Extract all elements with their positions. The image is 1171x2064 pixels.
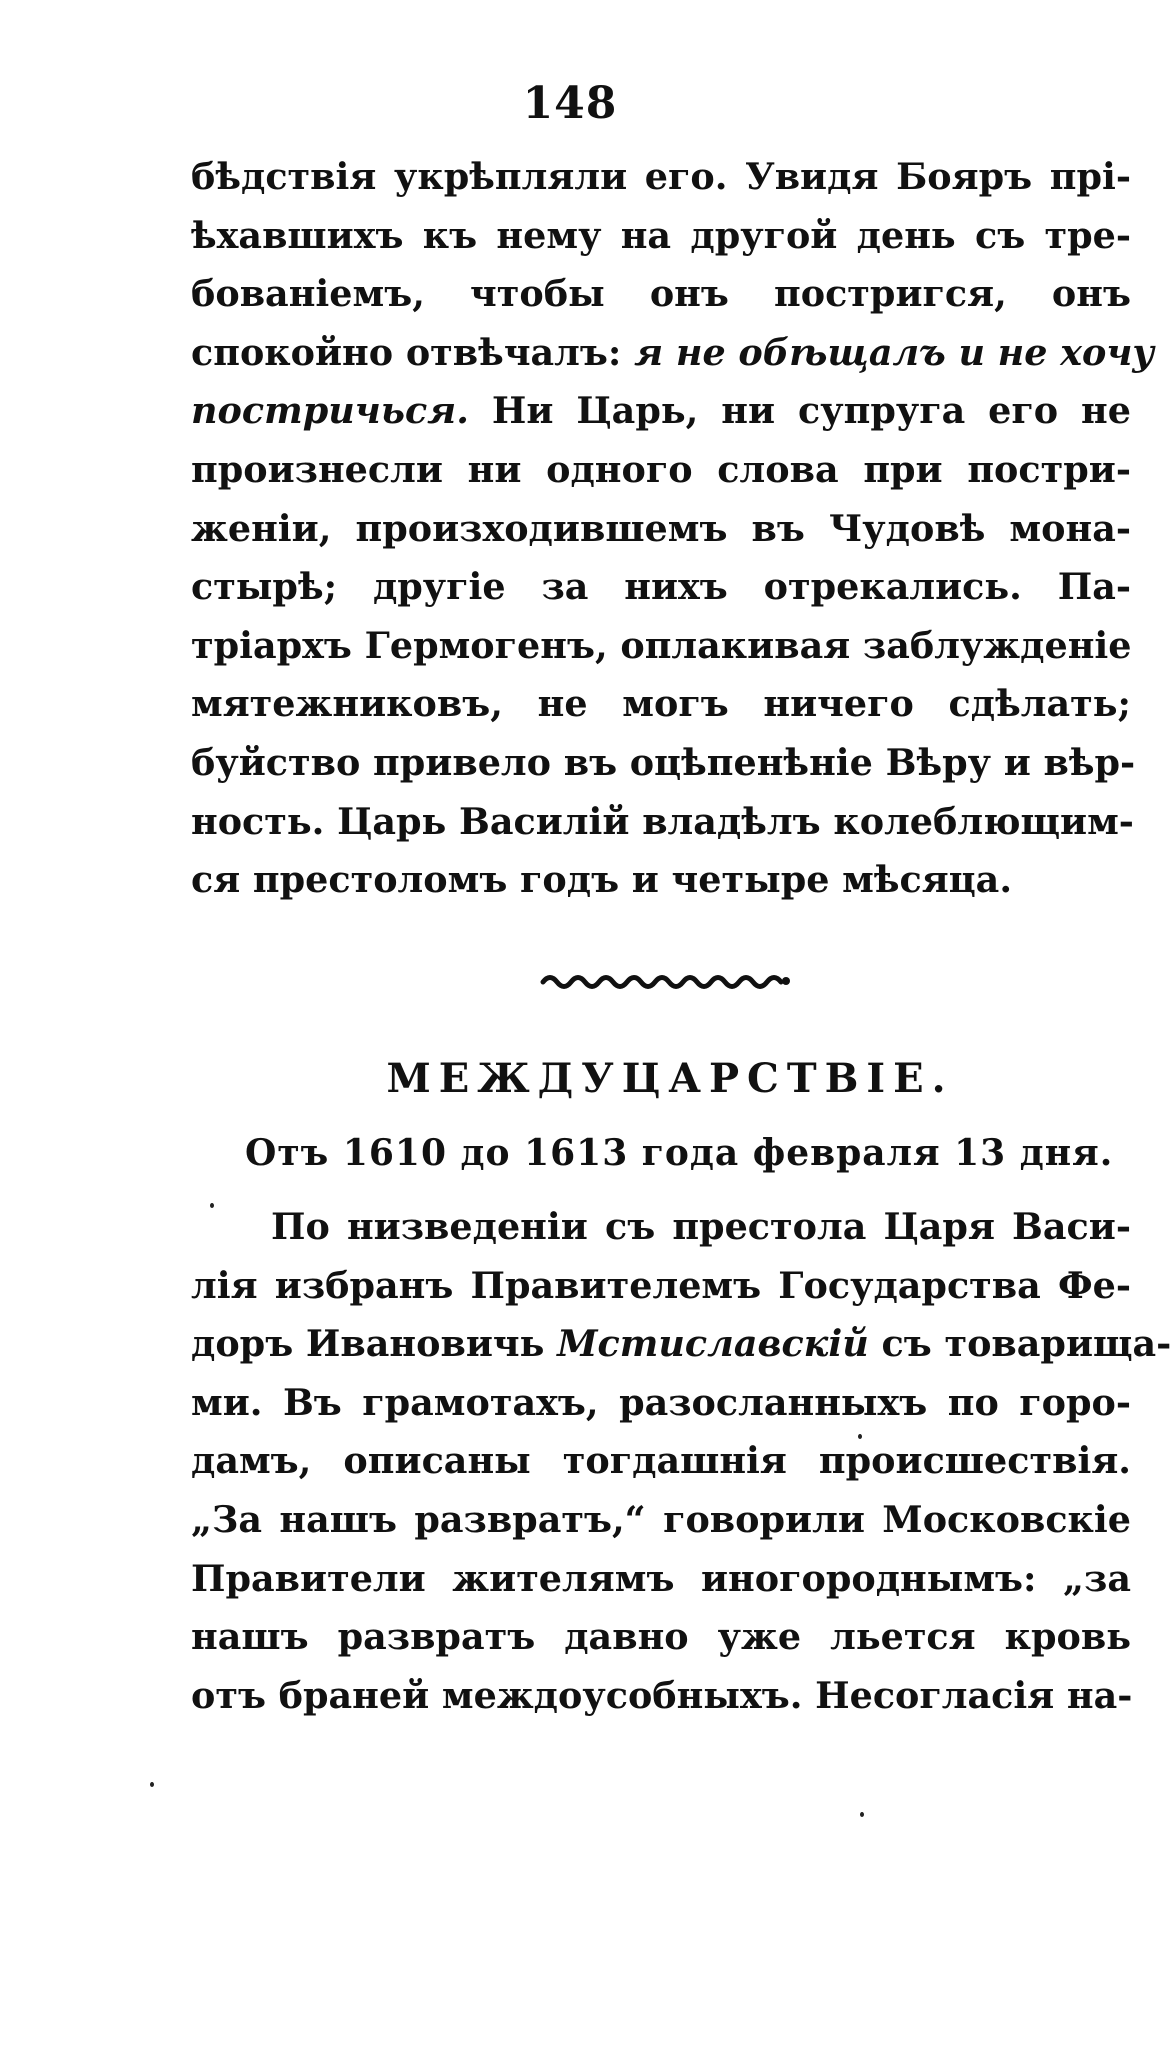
italic-quote: я не обѣщалъ и не хочу [634, 330, 1155, 374]
print-speck [860, 1812, 864, 1817]
continued-text-block [191, 148, 1155, 910]
italic-quote-end: постричься. [191, 389, 469, 433]
text-line: ѣхавшихъ къ нему на другой день съ тре- [191, 213, 1131, 257]
text-line: дамъ, описаны тогдашнія происшествія. [191, 1439, 1131, 1483]
text-segment: Ни Царь, ни супруга его не [491, 389, 1131, 433]
wave-ornament [541, 970, 793, 990]
text-line: ми. Въ грамотахъ, разосланныхъ по горо- [191, 1380, 1131, 1424]
text-line: ность. Царь Василій владѣлъ колеблющим- [191, 799, 1134, 843]
page-number: 148 [522, 78, 618, 129]
text-line-with-name [191, 1315, 1171, 1374]
text-line: произнесли ни одного слова при постри- [191, 447, 1131, 491]
chapter-text-block [191, 1198, 1171, 1725]
text-line: тріархъ Гермогенъ, оплакивая заблужденіе [191, 623, 1132, 667]
text-line: буйство привело въ оцѣпенѣніе Вѣру и вѣр- [191, 740, 1136, 784]
chapter-title: МЕЖДУЦАРСТВІЕ. [386, 1055, 954, 1102]
text-line: бѣдствія укрѣпляли его. Увидя Бояръ прі- [191, 155, 1131, 198]
text-line: Правители жителямъ иногороднымъ: „за [191, 1556, 1131, 1600]
print-speck [150, 1782, 154, 1787]
chapter-subtitle: Отъ 1610 до 1613 года февраля 13 дня. [245, 1132, 1114, 1174]
text-line-with-quote-end [191, 382, 1131, 441]
text-line: бованіемъ, чтобы онъ постригся, онъ [191, 272, 1131, 316]
text-line: женіи, произходившемъ въ Чудовѣ мона- [191, 506, 1131, 550]
text-line: отъ браней междоусобныхъ. Несогласія на- [191, 1673, 1133, 1717]
text-line: ся престоломъ годъ и четыре мѣсяца. [191, 858, 1013, 902]
text-line-with-quote [191, 324, 1155, 383]
text-line: лія избранъ Правителемъ Государства Фе- [191, 1263, 1131, 1307]
print-speck [858, 1434, 862, 1439]
text-segment: съ товарища- [881, 1322, 1171, 1366]
text-segment: доръ Ивановичь [191, 1322, 545, 1366]
text-line: мятежниковъ, не могъ ничего сдѣлать; [191, 682, 1131, 726]
text-line: „За нашъ развратъ,“ говорили Московскіе [191, 1497, 1131, 1541]
text-line: стырѣ; другіе за нихъ отрекались. Па- [191, 565, 1131, 609]
italic-name: Мстиславскій [557, 1322, 869, 1366]
text-line: нашъ развратъ давно уже льется кровь [191, 1615, 1131, 1659]
text-line: По низведеніи съ престола Царя Васи- [271, 1205, 1131, 1248]
text-segment: спокойно отвѣчалъ: [191, 330, 622, 374]
print-speck [210, 1203, 214, 1208]
